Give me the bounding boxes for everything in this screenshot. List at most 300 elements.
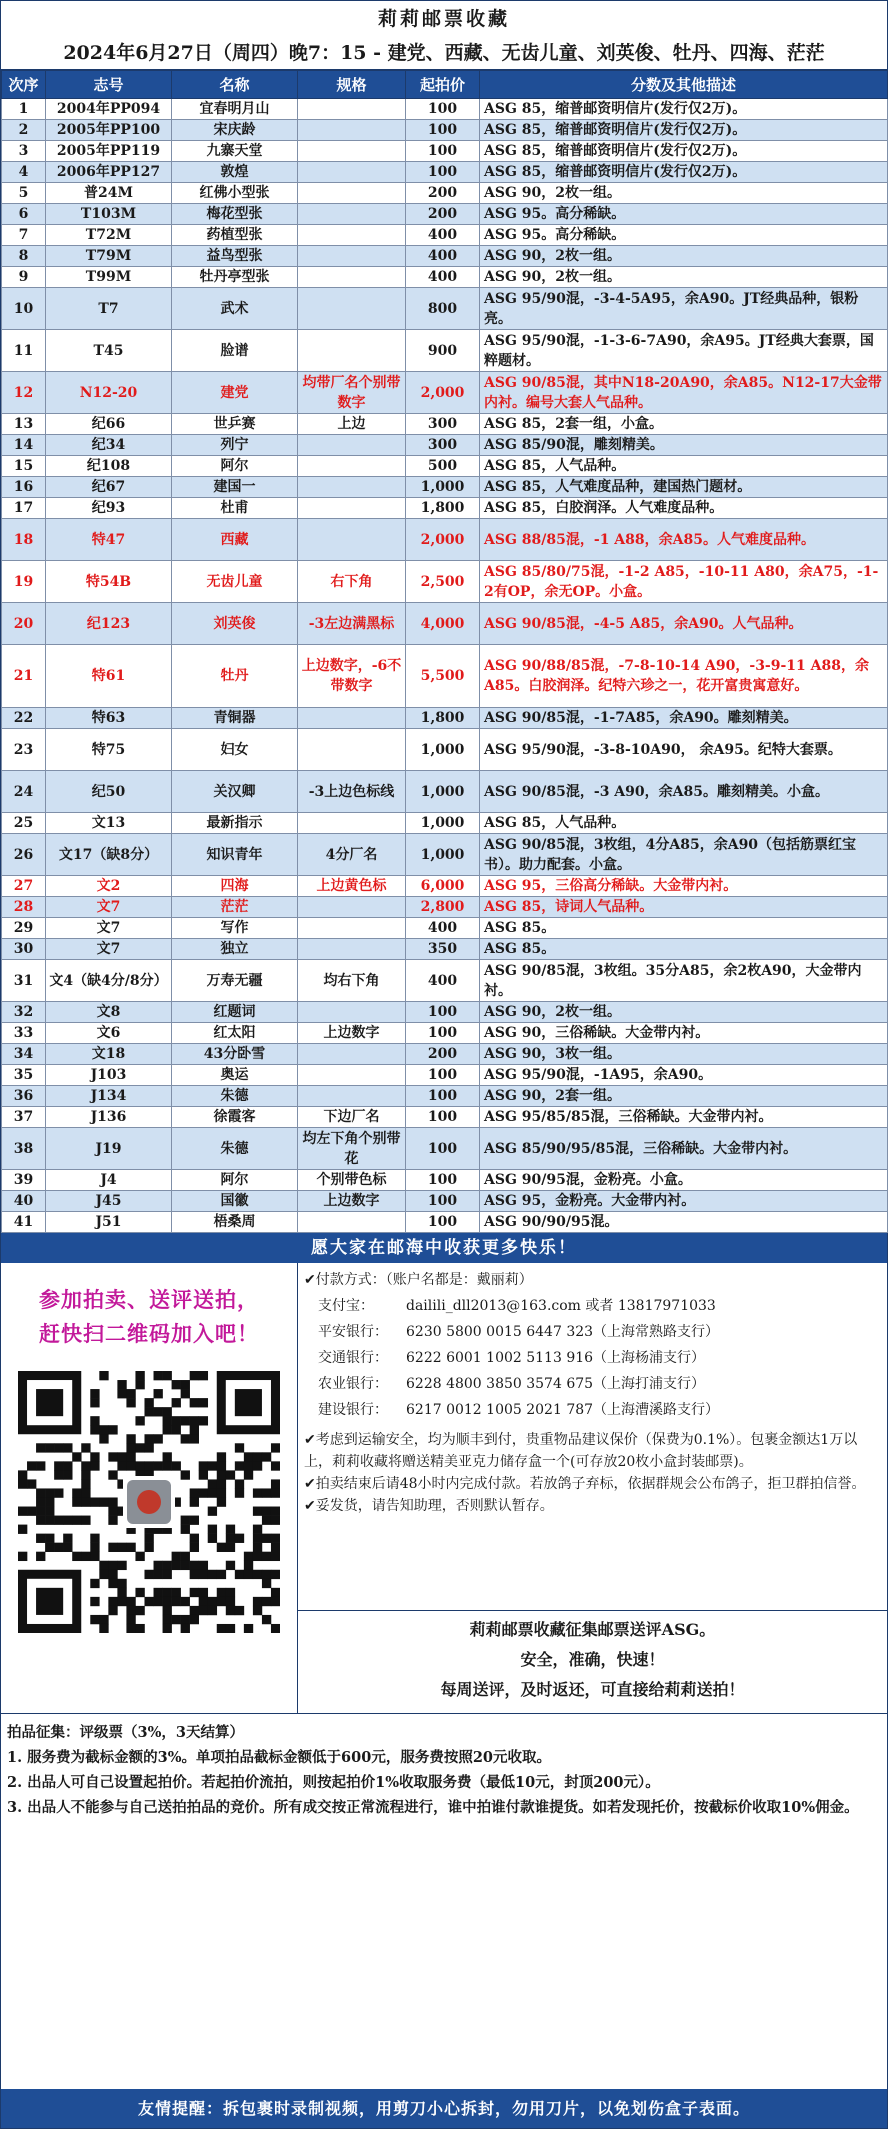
cell-no: 9 bbox=[2, 267, 46, 288]
table-row bbox=[2, 708, 888, 729]
cell-code: J4 bbox=[46, 1170, 172, 1191]
cell-price: 4,000 bbox=[406, 603, 480, 645]
cell-desc: ASG 90/85混，-1-7A85，余A90。雕刻精美。 bbox=[480, 708, 888, 729]
cell-no: 3 bbox=[2, 141, 46, 162]
rule-item: 1. 服务费为截标金额的3%。单项拍品截标金额低于600元，服务费按照20元收取。 bbox=[7, 1749, 551, 1766]
cell-no: 12 bbox=[2, 372, 46, 414]
cell-spec bbox=[298, 330, 406, 372]
cell-desc: ASG 90/85混，-3 A90，余A85。雕刻精美。小盒。 bbox=[480, 771, 888, 813]
col-header-spec: 规格 bbox=[298, 71, 406, 99]
alipay-row bbox=[304, 1293, 881, 1319]
cell-price: 100 bbox=[406, 1002, 480, 1023]
cell-no: 2 bbox=[2, 120, 46, 141]
cell-no: 39 bbox=[2, 1170, 46, 1191]
rule-item: 2. 出品人可自己设置起拍价。若起拍价流拍，则按起拍价1%收取服务费（最低10元，封顶200元）。 bbox=[7, 1774, 660, 1791]
cell-price: 400 bbox=[406, 225, 480, 246]
cell-no: 37 bbox=[2, 1107, 46, 1128]
note-item: ✔拍卖结束后请48小时内完成付款。若放鸽子弃标，依据群规会公布鸽子，拒卫群拍信誉。 bbox=[304, 1476, 866, 1492]
col-header-name: 名称 bbox=[172, 71, 298, 99]
cell-price: 350 bbox=[406, 939, 480, 960]
cell-no: 25 bbox=[2, 813, 46, 834]
bank-value: 6228 4800 3850 3574 675（上海打浦支行） bbox=[406, 1376, 706, 1392]
bank-label: 建设银行： bbox=[318, 1402, 388, 1418]
cell-spec: 均右下角 bbox=[298, 960, 406, 1002]
cell-desc: ASG 90，2套一组。 bbox=[480, 1086, 888, 1107]
cell-name: 知识青年 bbox=[172, 834, 298, 876]
table-row bbox=[2, 1044, 888, 1065]
cell-name: 武术 bbox=[172, 288, 298, 330]
cell-price: 200 bbox=[406, 183, 480, 204]
cell-name: 建党 bbox=[172, 372, 298, 414]
cell-price: 1,000 bbox=[406, 729, 480, 771]
table-row bbox=[2, 162, 888, 183]
cell-no: 13 bbox=[2, 414, 46, 435]
cell-name: 益鸟型张 bbox=[172, 246, 298, 267]
cell-desc: ASG 85/80/75混，-1-2 A85，-10-11 A80，余A75，-1-2有OP，余无OP。小盒。 bbox=[480, 561, 888, 603]
cell-name: 西藏 bbox=[172, 519, 298, 561]
cell-desc: ASG 85，人气品种。 bbox=[480, 456, 888, 477]
bank-label: 农业银行： bbox=[318, 1376, 388, 1392]
callout-line-3: 每周送评，及时返还，可直接给莉莉送拍！ bbox=[440, 1680, 745, 1699]
table-row bbox=[2, 225, 888, 246]
cell-spec: 上边数字 bbox=[298, 1191, 406, 1212]
cell-price: 300 bbox=[406, 435, 480, 456]
cell-code: J45 bbox=[46, 1191, 172, 1212]
cell-spec bbox=[298, 1086, 406, 1107]
cell-no: 41 bbox=[2, 1212, 46, 1233]
table-row bbox=[2, 1107, 888, 1128]
cell-desc: ASG 95/85/85混，三俗稀缺。大金带内衬。 bbox=[480, 1107, 888, 1128]
cell-price: 100 bbox=[406, 120, 480, 141]
payment-heading: ✔付款方式：（账户名都是：戴丽莉） bbox=[304, 1272, 533, 1288]
rules-title: 拍品征集：评级票（3%，3天结算） bbox=[7, 1724, 244, 1741]
cell-spec bbox=[298, 1002, 406, 1023]
table-row bbox=[2, 1212, 888, 1233]
cell-code: 特47 bbox=[46, 519, 172, 561]
cell-price: 800 bbox=[406, 288, 480, 330]
cell-name: 杜甫 bbox=[172, 498, 298, 519]
cell-name: 脸谱 bbox=[172, 330, 298, 372]
cell-name: 独立 bbox=[172, 939, 298, 960]
table-header-row bbox=[2, 71, 888, 99]
cell-price: 100 bbox=[406, 162, 480, 183]
cell-spec bbox=[298, 729, 406, 771]
cell-no: 28 bbox=[2, 897, 46, 918]
cell-no: 31 bbox=[2, 960, 46, 1002]
bank-label: 平安银行： bbox=[318, 1324, 388, 1340]
bank-value: 6222 6001 1002 5113 916（上海杨浦支行） bbox=[406, 1350, 706, 1366]
cell-code: J134 bbox=[46, 1086, 172, 1107]
cell-name: 梅花型张 bbox=[172, 204, 298, 225]
cell-name: 四海 bbox=[172, 876, 298, 897]
table-row bbox=[2, 477, 888, 498]
cell-price: 200 bbox=[406, 1044, 480, 1065]
cell-price: 2,000 bbox=[406, 372, 480, 414]
cell-desc: ASG 85/90混，雕刻精美。 bbox=[480, 435, 888, 456]
table-row bbox=[2, 1170, 888, 1191]
cell-desc: ASG 90/85混，3枚组，4分A85，余A90（包括筋票红宝书）。助力配套。小盒。 bbox=[480, 834, 888, 876]
cell-name: 列宁 bbox=[172, 435, 298, 456]
cell-desc: ASG 90/85混，其中N18-20A90，余A85。N12-17大金带内衬。编号大套人气品种。 bbox=[480, 372, 888, 414]
table-row bbox=[2, 1065, 888, 1086]
cell-price: 100 bbox=[406, 1212, 480, 1233]
qr-code-icon bbox=[18, 1371, 280, 1633]
table-row bbox=[2, 1086, 888, 1107]
cell-code: T72M bbox=[46, 225, 172, 246]
rule-item: 3. 出品人不能参与自己送拍拍品的竞价。所有成交按正常流程进行，谁中拍谁付款谁提货。如若发现托价，按截标价收取10%佣金。 bbox=[7, 1799, 859, 1816]
table-row bbox=[2, 771, 888, 813]
cell-no: 20 bbox=[2, 603, 46, 645]
cell-desc: ASG 90/85混，3枚组。35分A85，余2枚A90，大金带内衬。 bbox=[480, 960, 888, 1002]
cell-price: 1,800 bbox=[406, 498, 480, 519]
cell-desc: ASG 90，三俗稀缺。大金带内衬。 bbox=[480, 1023, 888, 1044]
cell-spec: -3上边色标线 bbox=[298, 771, 406, 813]
cell-price: 1,000 bbox=[406, 477, 480, 498]
qr-code[interactable] bbox=[18, 1371, 280, 1633]
cell-name: 阿尔 bbox=[172, 456, 298, 477]
table-row bbox=[2, 183, 888, 204]
cell-code: T103M bbox=[46, 204, 172, 225]
cell-no: 10 bbox=[2, 288, 46, 330]
cell-code: 文7 bbox=[46, 918, 172, 939]
cell-desc: ASG 85，缩普邮资明信片(发行仅2万)。 bbox=[480, 99, 888, 120]
cell-price: 100 bbox=[406, 1191, 480, 1212]
cell-price: 300 bbox=[406, 414, 480, 435]
cell-code: 文6 bbox=[46, 1023, 172, 1044]
cell-no: 11 bbox=[2, 330, 46, 372]
table-row bbox=[2, 1128, 888, 1170]
cell-desc: ASG 85，白胶润泽。人气难度品种。 bbox=[480, 498, 888, 519]
cell-spec bbox=[298, 141, 406, 162]
cell-desc: ASG 95/90混，-1A95，余A90。 bbox=[480, 1065, 888, 1086]
cell-price: 1,000 bbox=[406, 771, 480, 813]
cell-no: 30 bbox=[2, 939, 46, 960]
cell-price: 100 bbox=[406, 1128, 480, 1170]
cell-code: 纪50 bbox=[46, 771, 172, 813]
table-row bbox=[2, 876, 888, 897]
cell-price: 400 bbox=[406, 267, 480, 288]
cell-no: 8 bbox=[2, 246, 46, 267]
cell-spec: 上边数字，-6不带数字 bbox=[298, 645, 406, 708]
cell-no: 1 bbox=[2, 99, 46, 120]
cell-spec bbox=[298, 498, 406, 519]
cell-name: 朱德 bbox=[172, 1128, 298, 1170]
cell-spec bbox=[298, 162, 406, 183]
cell-price: 100 bbox=[406, 1170, 480, 1191]
table-row bbox=[2, 897, 888, 918]
cell-price: 1,000 bbox=[406, 813, 480, 834]
cell-code: 文2 bbox=[46, 876, 172, 897]
promo-line-1: 参加拍卖、送评送拍， bbox=[39, 1287, 259, 1312]
cell-spec: -3左边满黑标 bbox=[298, 603, 406, 645]
cell-price: 400 bbox=[406, 918, 480, 939]
cell-spec bbox=[298, 939, 406, 960]
cell-desc: ASG 90，2枚一组。 bbox=[480, 267, 888, 288]
cell-desc: ASG 85，人气品种。 bbox=[480, 813, 888, 834]
cell-code: T45 bbox=[46, 330, 172, 372]
cell-name: 奥运 bbox=[172, 1065, 298, 1086]
cell-desc: ASG 90/90/95混。 bbox=[480, 1212, 888, 1233]
cell-code: T99M bbox=[46, 267, 172, 288]
lots-table-body bbox=[2, 99, 888, 1233]
alipay-label: 支付宝： bbox=[318, 1298, 374, 1314]
cell-spec bbox=[298, 99, 406, 120]
table-row bbox=[2, 414, 888, 435]
cell-spec bbox=[298, 246, 406, 267]
cell-desc: ASG 95/90混，-3-8-10A90， 余A95。纪特大套票。 bbox=[480, 729, 888, 771]
table-row bbox=[2, 246, 888, 267]
cell-spec bbox=[298, 477, 406, 498]
auction-subtitle: 2024年6月27日（周四）晚7：15 - 建党、西藏、无齿儿童、刘英俊、牡丹、四海、茫茫 bbox=[1, 37, 887, 70]
cell-spec: 上边黄色标 bbox=[298, 876, 406, 897]
cell-no: 19 bbox=[2, 561, 46, 603]
cell-spec bbox=[298, 918, 406, 939]
promo-text bbox=[1, 1283, 297, 1351]
cell-no: 7 bbox=[2, 225, 46, 246]
col-header-code: 志号 bbox=[46, 71, 172, 99]
cell-name: 敦煌 bbox=[172, 162, 298, 183]
table-row bbox=[2, 267, 888, 288]
cell-name: 刘英俊 bbox=[172, 603, 298, 645]
table-row bbox=[2, 519, 888, 561]
cell-code: N12-20 bbox=[46, 372, 172, 414]
bank-value: 6230 5800 0015 6447 323（上海常熟路支行） bbox=[406, 1324, 720, 1340]
cell-name: 徐霞客 bbox=[172, 1107, 298, 1128]
cell-price: 100 bbox=[406, 99, 480, 120]
cell-code: 文7 bbox=[46, 939, 172, 960]
cell-code: 纪123 bbox=[46, 603, 172, 645]
cell-no: 34 bbox=[2, 1044, 46, 1065]
bank-row bbox=[304, 1319, 881, 1345]
cell-code: 纪67 bbox=[46, 477, 172, 498]
cell-spec bbox=[298, 1065, 406, 1086]
table-row bbox=[2, 1191, 888, 1212]
cell-spec: 右下角 bbox=[298, 561, 406, 603]
cell-code: J103 bbox=[46, 1065, 172, 1086]
cell-name: 妇女 bbox=[172, 729, 298, 771]
table-row bbox=[2, 561, 888, 603]
cell-spec: 上边 bbox=[298, 414, 406, 435]
cell-name: 阿尔 bbox=[172, 1170, 298, 1191]
cell-name: 宋庆龄 bbox=[172, 120, 298, 141]
cell-desc: ASG 90，2枚一组。 bbox=[480, 183, 888, 204]
cell-desc: ASG 85。 bbox=[480, 939, 888, 960]
cell-code: 普24M bbox=[46, 183, 172, 204]
cell-name: 红太阳 bbox=[172, 1023, 298, 1044]
cell-name: 宜春明月山 bbox=[172, 99, 298, 120]
cell-desc: ASG 85。 bbox=[480, 918, 888, 939]
cell-code: 纪108 bbox=[46, 456, 172, 477]
cell-desc: ASG 90/95混，金粉亮。小盒。 bbox=[480, 1170, 888, 1191]
wish-banner: 愿大家在邮海中收获更多快乐！ bbox=[1, 1233, 887, 1263]
cell-no: 29 bbox=[2, 918, 46, 939]
cell-no: 15 bbox=[2, 456, 46, 477]
promo-pane bbox=[1, 1263, 298, 1713]
callout-line-2: 安全，准确，快速！ bbox=[520, 1650, 665, 1669]
cell-no: 4 bbox=[2, 162, 46, 183]
cell-price: 100 bbox=[406, 1086, 480, 1107]
cell-spec bbox=[298, 1212, 406, 1233]
cell-desc: ASG 85，人气难度品种，建国热门题材。 bbox=[480, 477, 888, 498]
table-row bbox=[2, 729, 888, 771]
table-row bbox=[2, 939, 888, 960]
col-header-desc: 分数及其他描述 bbox=[480, 71, 888, 99]
cell-name: 红题词 bbox=[172, 1002, 298, 1023]
table-row bbox=[2, 918, 888, 939]
cell-no: 40 bbox=[2, 1191, 46, 1212]
cell-price: 5,500 bbox=[406, 645, 480, 708]
cell-code: 2006年PP127 bbox=[46, 162, 172, 183]
table-row bbox=[2, 603, 888, 645]
cell-no: 27 bbox=[2, 876, 46, 897]
cell-code: J51 bbox=[46, 1212, 172, 1233]
cell-spec bbox=[298, 120, 406, 141]
table-row bbox=[2, 99, 888, 120]
cell-spec bbox=[298, 456, 406, 477]
cell-name: 药植型张 bbox=[172, 225, 298, 246]
cell-price: 900 bbox=[406, 330, 480, 372]
cell-code: 2004年PP094 bbox=[46, 99, 172, 120]
table-row bbox=[2, 288, 888, 330]
cell-spec bbox=[298, 267, 406, 288]
cell-code: J136 bbox=[46, 1107, 172, 1128]
cell-spec: 上边数字 bbox=[298, 1023, 406, 1044]
cell-no: 38 bbox=[2, 1128, 46, 1170]
cell-price: 100 bbox=[406, 1107, 480, 1128]
table-row bbox=[2, 813, 888, 834]
payment-pane bbox=[298, 1263, 887, 1713]
table-row bbox=[2, 330, 888, 372]
table-row bbox=[2, 645, 888, 708]
table-row bbox=[2, 141, 888, 162]
cell-spec: 个别带色标 bbox=[298, 1170, 406, 1191]
table-row bbox=[2, 834, 888, 876]
cell-desc: ASG 85，诗词人气品种。 bbox=[480, 897, 888, 918]
cell-no: 36 bbox=[2, 1086, 46, 1107]
cell-no: 33 bbox=[2, 1023, 46, 1044]
cell-price: 200 bbox=[406, 204, 480, 225]
cell-code: J19 bbox=[46, 1128, 172, 1170]
col-header-no: 次序 bbox=[2, 71, 46, 99]
cell-name: 写作 bbox=[172, 918, 298, 939]
cell-name: 牡丹亭型张 bbox=[172, 267, 298, 288]
cell-desc: ASG 88/85混，-1 A88，余A85。人气难度品种。 bbox=[480, 519, 888, 561]
table-row bbox=[2, 1023, 888, 1044]
cell-code: 纪66 bbox=[46, 414, 172, 435]
cell-price: 400 bbox=[406, 960, 480, 1002]
cell-no: 6 bbox=[2, 204, 46, 225]
cell-price: 500 bbox=[406, 456, 480, 477]
cell-name: 万寿无疆 bbox=[172, 960, 298, 1002]
cell-spec: 4分厂名 bbox=[298, 834, 406, 876]
table-row bbox=[2, 120, 888, 141]
cell-spec bbox=[298, 288, 406, 330]
cell-price: 100 bbox=[406, 141, 480, 162]
cell-no: 16 bbox=[2, 477, 46, 498]
notes-list bbox=[298, 1423, 887, 1517]
note-item: ✔妥发货，请告知助理，否则默认暂存。 bbox=[304, 1498, 554, 1514]
cell-spec: 下边厂名 bbox=[298, 1107, 406, 1128]
cell-desc: ASG 85，缩普邮资明信片(发行仅2万)。 bbox=[480, 120, 888, 141]
cell-price: 400 bbox=[406, 246, 480, 267]
bank-row bbox=[304, 1345, 881, 1371]
cell-spec: 均带厂名个别带数字 bbox=[298, 372, 406, 414]
cell-spec: 均左下角个别带花 bbox=[298, 1128, 406, 1170]
cell-code: 文7 bbox=[46, 897, 172, 918]
cell-no: 17 bbox=[2, 498, 46, 519]
cell-name: 梧桑周 bbox=[172, 1212, 298, 1233]
cell-code: 2005年PP119 bbox=[46, 141, 172, 162]
table-row bbox=[2, 204, 888, 225]
lots-table bbox=[1, 70, 888, 1233]
cell-price: 6,000 bbox=[406, 876, 480, 897]
cell-desc: ASG 90，3枚一组。 bbox=[480, 1044, 888, 1065]
cell-price: 1,000 bbox=[406, 834, 480, 876]
cell-name: 朱德 bbox=[172, 1086, 298, 1107]
cell-price: 2,500 bbox=[406, 561, 480, 603]
cell-name: 牡丹 bbox=[172, 645, 298, 708]
cell-spec bbox=[298, 897, 406, 918]
info-section bbox=[1, 1263, 887, 1714]
cell-desc: ASG 85，缩普邮资明信片(发行仅2万)。 bbox=[480, 162, 888, 183]
page-title: 莉莉邮票收藏 bbox=[377, 8, 510, 30]
cell-price: 100 bbox=[406, 1065, 480, 1086]
table-row bbox=[2, 456, 888, 477]
cell-code: 纪34 bbox=[46, 435, 172, 456]
payment-info bbox=[298, 1263, 887, 1423]
cell-name: 红佛小型张 bbox=[172, 183, 298, 204]
cell-code: T7 bbox=[46, 288, 172, 330]
cell-price: 2,000 bbox=[406, 519, 480, 561]
cell-spec bbox=[298, 519, 406, 561]
consignment-callout bbox=[298, 1610, 887, 1713]
bank-label: 交通银行： bbox=[318, 1350, 388, 1366]
cell-desc: ASG 85/90/95/85混，三俗稀缺。大金带内衬。 bbox=[480, 1128, 888, 1170]
alipay-value: dailili_dll2013@163.com 或者 13817971033 bbox=[406, 1298, 716, 1314]
cell-code: 文8 bbox=[46, 1002, 172, 1023]
cell-code: 特63 bbox=[46, 708, 172, 729]
cell-no: 26 bbox=[2, 834, 46, 876]
cell-name: 关汉卿 bbox=[172, 771, 298, 813]
cell-code: 特54B bbox=[46, 561, 172, 603]
table-row bbox=[2, 498, 888, 519]
cell-spec bbox=[298, 708, 406, 729]
cell-desc: ASG 95/90混，-1-3-6-7A90，余A95。JT经典大套票，国粹题材。 bbox=[480, 330, 888, 372]
table-row bbox=[2, 435, 888, 456]
callout-line-1: 莉莉邮票收藏征集邮票送评ASG。 bbox=[469, 1620, 716, 1639]
cell-name: 世乒赛 bbox=[172, 414, 298, 435]
bank-value: 6217 0012 1005 2021 787（上海漕溪路支行） bbox=[406, 1402, 720, 1418]
cell-code: 文17（缺8分） bbox=[46, 834, 172, 876]
cell-no: 5 bbox=[2, 183, 46, 204]
cell-desc: ASG 90，2枚一组。 bbox=[480, 246, 888, 267]
cell-desc: ASG 95。高分稀缺。 bbox=[480, 204, 888, 225]
cell-price: 100 bbox=[406, 1023, 480, 1044]
cell-spec bbox=[298, 204, 406, 225]
cell-price: 2,800 bbox=[406, 897, 480, 918]
cell-name: 国徽 bbox=[172, 1191, 298, 1212]
cell-spec bbox=[298, 1044, 406, 1065]
cell-code: 文18 bbox=[46, 1044, 172, 1065]
cell-desc: ASG 90/85混，-4-5 A85，余A90。人气品种。 bbox=[480, 603, 888, 645]
cell-code: 2005年PP100 bbox=[46, 120, 172, 141]
cell-desc: ASG 85，缩普邮资明信片(发行仅2万)。 bbox=[480, 141, 888, 162]
cell-code: 纪93 bbox=[46, 498, 172, 519]
cell-no: 23 bbox=[2, 729, 46, 771]
cell-code: T79M bbox=[46, 246, 172, 267]
cell-code: 特61 bbox=[46, 645, 172, 708]
cell-name: 青铜器 bbox=[172, 708, 298, 729]
